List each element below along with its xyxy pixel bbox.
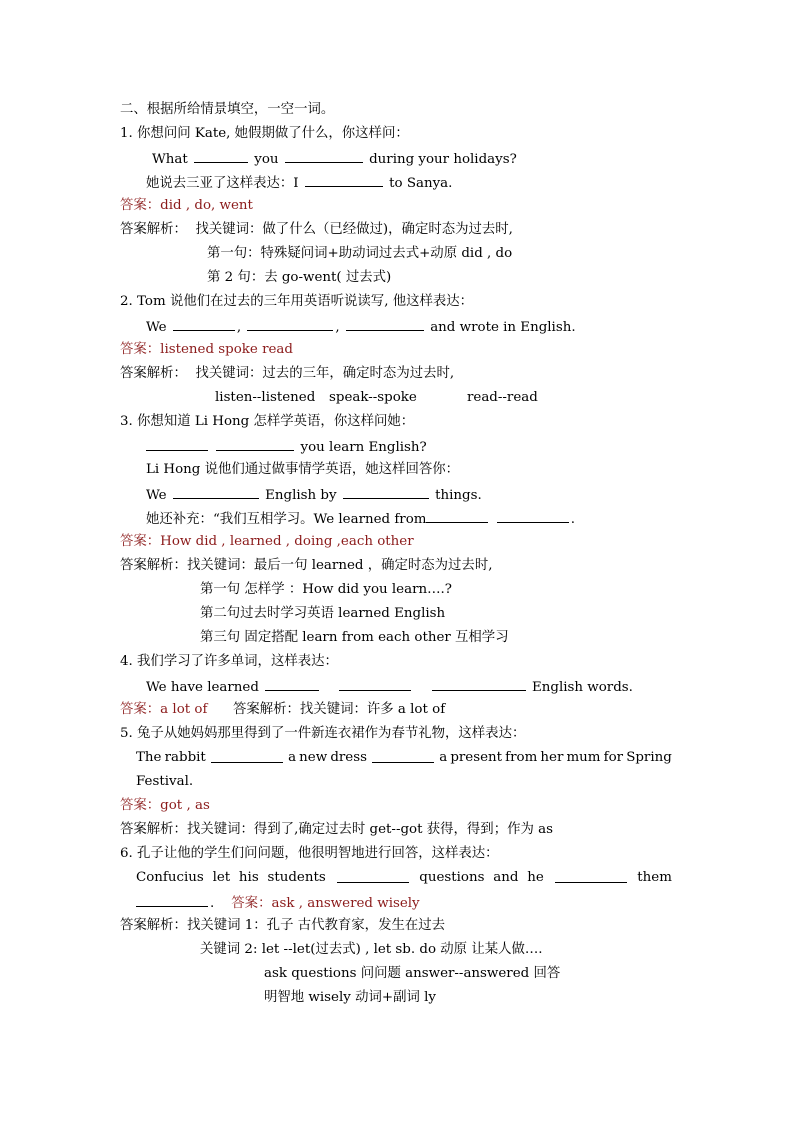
analysis-text: 找关键词：做了什么（已经做过)，确定时态为过去时, — [195, 222, 513, 237]
q6-analysis — [120, 917, 445, 934]
q6-line1 — [136, 869, 672, 886]
q2-text: and wrote in English. — [430, 320, 576, 335]
blank[interactable] — [337, 869, 409, 883]
q5-word: dress — [330, 750, 367, 765]
q4-text: English words. — [531, 680, 633, 695]
q1-answer — [120, 197, 253, 214]
blank[interactable] — [173, 485, 259, 499]
answer-label: 答案： — [120, 534, 161, 549]
q5-answer — [120, 797, 210, 814]
analysis-text: 找关键词 1：孔子 古代教育家，发生在过去 — [186, 918, 446, 933]
analysis-label: 答案解析： — [232, 702, 300, 717]
blank[interactable] — [343, 485, 429, 499]
answer-text: listened spoke read — [160, 342, 293, 357]
blank[interactable] — [173, 317, 235, 331]
analysis-label: 答案解析： — [120, 822, 187, 837]
q5-word: a — [439, 750, 448, 765]
q3-text: English by — [265, 488, 337, 503]
q4-prompt: 4. 我们学习了许多单词，这样表达： — [120, 654, 338, 669]
q2-text: , — [335, 320, 340, 335]
q3-text: 她还补充：“我们互相学习。We learned from — [146, 512, 427, 527]
blank[interactable] — [555, 869, 627, 883]
answer-label: 答案： — [120, 702, 161, 717]
q2-analysis-listen: listen--listened — [215, 390, 316, 405]
q3-analysis-3: 第二句过去时学习英语 learned English — [200, 606, 446, 621]
q5-line1 — [136, 749, 672, 766]
q5-word: present — [450, 750, 503, 765]
q6-word: he — [527, 870, 544, 885]
q5-word: mum — [566, 750, 601, 765]
q6-analysis-2: 关键词 2: let --let(过去式) , let sb. do 动原 让某人做…. — [200, 942, 543, 957]
blank[interactable] — [216, 437, 294, 451]
analysis-text: 找关键词：最后一句 learned ，确定时态为过去时, — [186, 558, 493, 573]
answer-label: 答案： — [120, 198, 161, 213]
answer-text: a lot of — [160, 702, 208, 717]
q6-word: Confucius — [136, 870, 204, 885]
q2-analysis-speak: speak--spoke — [329, 390, 417, 405]
blank[interactable] — [194, 149, 248, 163]
blank[interactable] — [146, 437, 208, 451]
blank[interactable] — [346, 317, 424, 331]
blank[interactable] — [432, 677, 526, 691]
q6-line2 — [136, 893, 420, 912]
blank[interactable] — [136, 893, 208, 907]
blank[interactable] — [285, 149, 363, 163]
answer-text: How did , learned , doing ,each other — [160, 534, 414, 549]
answer-text: ask , answered wisely — [271, 896, 420, 911]
q5-word: for — [603, 750, 624, 765]
blank[interactable] — [426, 509, 488, 523]
q3-text: you learn English? — [300, 440, 427, 455]
q5-word: rabbit — [164, 750, 206, 765]
q3-text: things. — [435, 488, 482, 503]
q5-word: new — [299, 750, 328, 765]
q4-line1 — [146, 677, 633, 696]
analysis-label: 答案解析： — [120, 222, 187, 237]
analysis-label: 答案解析： — [120, 366, 187, 381]
q1-text: 她说去三亚了这样表达：I — [146, 176, 299, 191]
q3-line2: Li Hong 说他们通过做事情学英语，她这样回答你： — [146, 462, 460, 477]
answer-label: 答案： — [120, 342, 161, 357]
q1-line1 — [152, 149, 517, 168]
answer-text: got , as — [160, 798, 210, 813]
q1-text: to Sanya. — [389, 176, 453, 191]
q1-analysis-3: 第 2 句：去 go-went( 过去式) — [207, 270, 392, 285]
q1-text: during your holidays? — [369, 152, 517, 167]
analysis-text: 找关键词：许多 a lot of — [299, 702, 446, 717]
q3-line3 — [146, 485, 482, 504]
q5-word: a — [288, 750, 297, 765]
q2-analysis-read: read--read — [467, 390, 538, 405]
q5-word: Spring — [626, 750, 672, 765]
q6-word: questions — [419, 870, 485, 885]
analysis-label: 答案解析： — [120, 918, 187, 933]
q3-text: . — [570, 512, 576, 527]
q3-text: We — [146, 488, 167, 503]
q1-text: What — [152, 152, 188, 167]
q2-analysis — [120, 365, 454, 382]
q1-line2 — [146, 173, 452, 192]
q3-answer — [120, 533, 414, 550]
q5-word: her — [540, 750, 564, 765]
q3-prompt: 3. 你想知道 Li Hong 怎样学英语，你这样问她： — [120, 414, 415, 429]
q3-analysis-2: 第一句 怎样学 ：How did you learn….? — [200, 582, 452, 597]
blank[interactable] — [247, 317, 333, 331]
q5-word: The — [136, 750, 162, 765]
answer-label: 答案： — [231, 896, 272, 911]
q1-text: you — [254, 152, 279, 167]
analysis-text: 找关键词：过去的三年，确定时态为过去时, — [195, 366, 455, 381]
q1-prompt: 1. 你想问问 Kate, 她假期做了什么，你这样问： — [120, 126, 409, 141]
q5-prompt: 5. 兔子从她妈妈那里得到了一件新连衣裙作为春节礼物，这样表达： — [120, 726, 526, 741]
q3-line4 — [146, 509, 575, 528]
q3-analysis-4: 第三句 固定搭配 learn from each other 互相学习 — [200, 630, 509, 645]
q6-analysis-4: 明智地 wisely 动词+副词 ly — [264, 990, 436, 1005]
q1-analysis-2: 第一句：特殊疑问词+助动词过去式+动原 did , do — [207, 246, 513, 261]
q3-analysis — [120, 557, 492, 574]
q2-prompt: 2. Tom 说他们在过去的三年用英语听说读写, 他这样表达： — [120, 294, 474, 309]
q5-line2: Festival. — [136, 774, 194, 789]
blank[interactable] — [497, 509, 569, 523]
q1-analysis — [120, 221, 513, 238]
blank[interactable] — [372, 749, 434, 763]
analysis-text: 找关键词：得到了,确定过去时 get--got 获得，得到；作为 as — [186, 822, 553, 837]
blank[interactable] — [265, 677, 319, 691]
q5-word: from — [505, 750, 538, 765]
q6-prompt: 6. 孔子让他的学生们问问题，他很明智地进行回答，这样表达： — [120, 846, 499, 861]
q2-text: , — [236, 320, 242, 335]
q6-analysis-3: ask questions 问问题 answer--answered 回答 — [264, 966, 561, 981]
q4-text: We have learned — [146, 680, 259, 695]
q4-answer — [120, 701, 445, 718]
answer-label: 答案： — [120, 798, 161, 813]
q5-analysis — [120, 821, 553, 838]
q3-line1 — [146, 437, 427, 456]
q6-word: students — [267, 870, 326, 885]
q2-line1 — [146, 317, 576, 336]
answer-text: did , do, went — [160, 198, 253, 213]
q6-word: his — [238, 870, 259, 885]
q6-word: and — [493, 870, 519, 885]
q2-text: We — [146, 320, 167, 335]
q6-word: let — [212, 870, 231, 885]
blank[interactable] — [211, 749, 283, 763]
blank[interactable] — [305, 173, 383, 187]
q6-text: . — [210, 896, 215, 911]
q2-answer — [120, 341, 293, 358]
section-title: 二、根据所给情景填空，一空一词。 — [120, 102, 335, 117]
q6-word: them — [637, 870, 672, 885]
analysis-label: 答案解析： — [120, 558, 187, 573]
blank[interactable] — [339, 677, 411, 691]
